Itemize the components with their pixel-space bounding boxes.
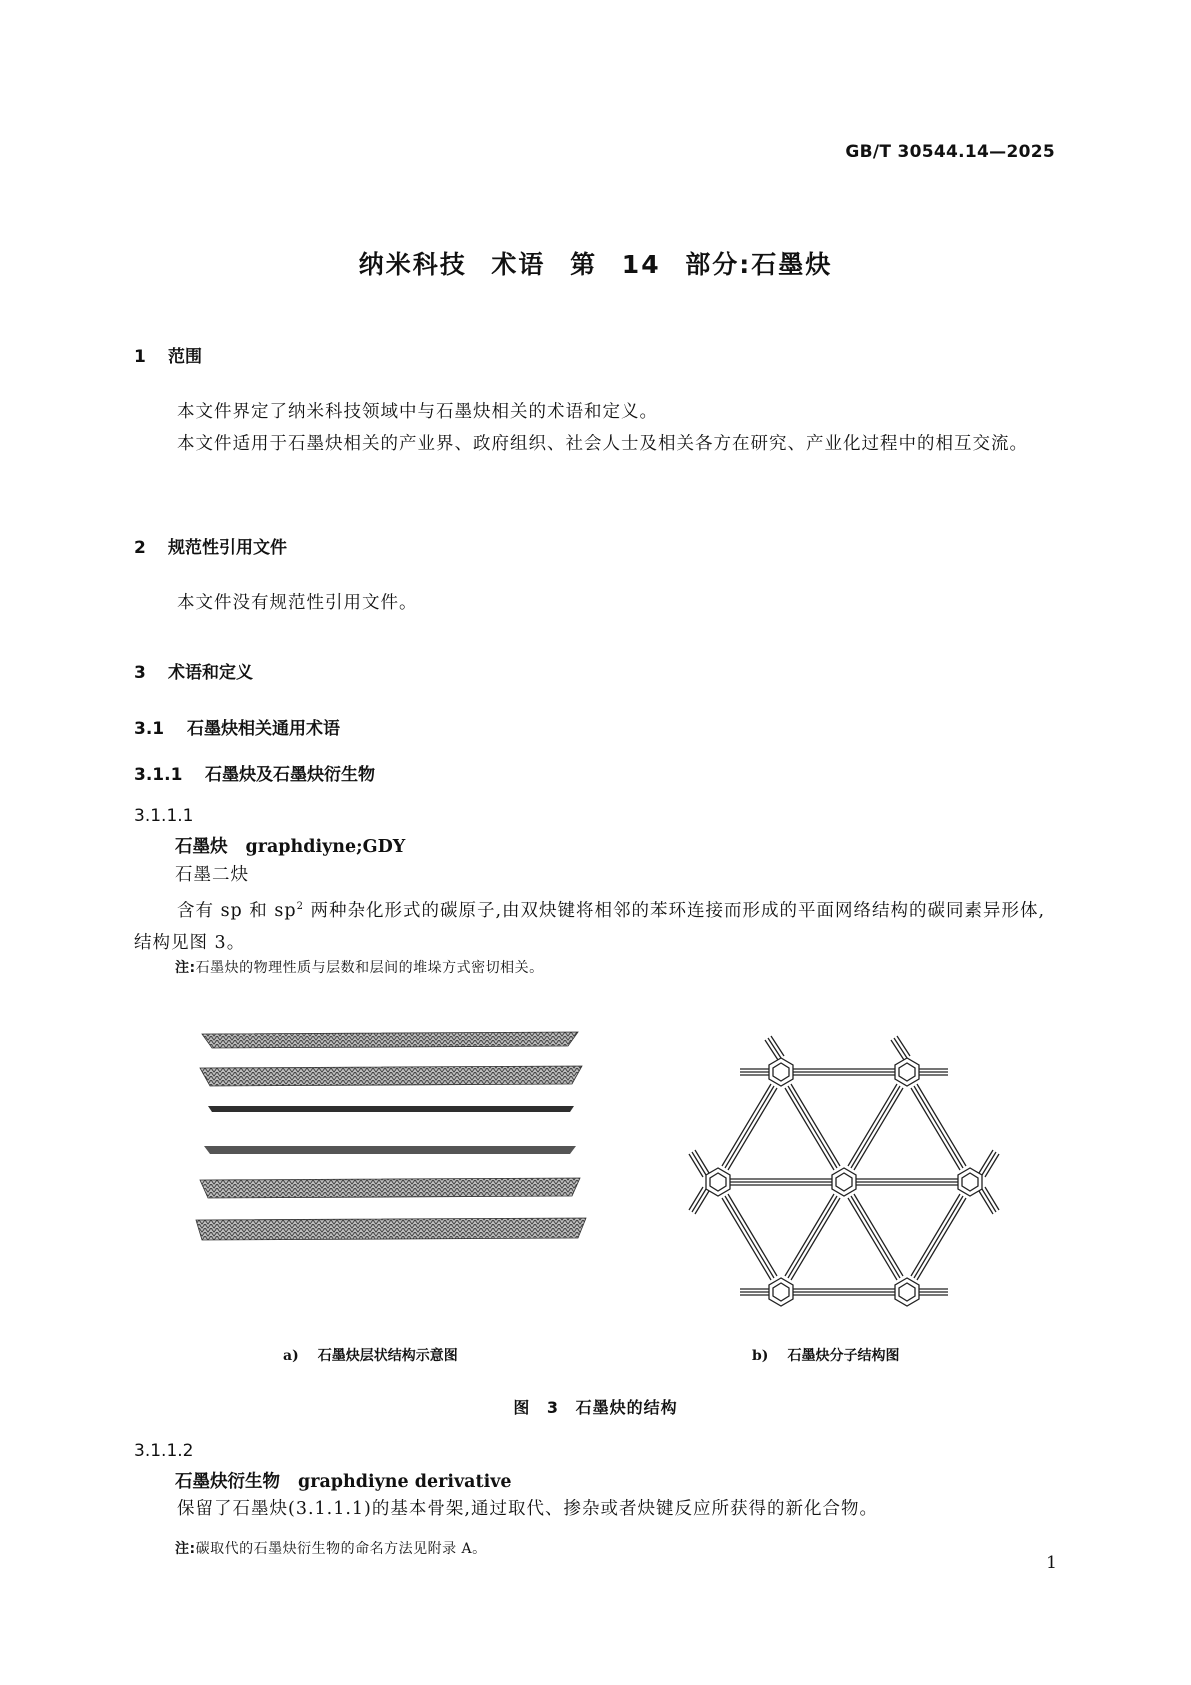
note-text: 石墨炔的物理性质与层数和层间的堆垛方式密切相关。 [195,960,544,976]
section-title: 石墨炔及石墨炔衍生物 [205,765,375,785]
subfigure-label: a) [283,1348,299,1364]
section-title: 范围 [168,347,202,367]
terminal-alkyne [979,1150,999,1177]
diyne-link [793,1289,895,1295]
benzene-ring [769,1278,793,1306]
entry-number: 3.1.1.1 [134,806,194,826]
subsection-3-1-heading [134,714,340,739]
subfigure-caption: 石墨炔层状结构示意图 [317,1348,458,1364]
layer-3 [208,1106,574,1112]
section-number: 1 [134,347,146,367]
benzene-ring [832,1168,856,1196]
diyne-link [848,1194,903,1280]
definition-superscript: 2 [296,901,304,912]
section-title: 规范性引用文件 [168,538,287,558]
benzene-ring [895,1058,919,1086]
term-note [175,957,544,977]
layer-5 [200,1178,580,1198]
terminal-alkyne [919,1289,948,1295]
diyne-link [722,1194,777,1280]
diyne-link [848,1084,903,1170]
diyne-link [722,1084,777,1170]
figure-3a-caption [283,1345,458,1365]
graphdiyne-layers-image [190,1020,600,1260]
term-note [175,1538,487,1558]
graphdiyne-molecule-diagram [640,1000,1030,1310]
diyne-link [785,1084,840,1170]
section-1-paragraph-2: 本文件适用于石墨炔相关的产业界、政府组织、社会人士及相关各方在研究、产业化过程中的相互交流。 [177,434,1028,454]
term-line [175,1468,512,1493]
benzene-ring [769,1058,793,1086]
subfigure-caption: 石墨炔分子结构图 [787,1348,900,1364]
section-3-heading [134,658,253,683]
term-line [175,833,405,858]
layer-2 [200,1066,582,1086]
section-number: 3.1 [134,719,165,739]
layer-4 [204,1146,576,1154]
definition-text: 含有 sp 和 sp [177,900,297,921]
diyne-link [911,1084,966,1170]
page-number: 1 [1046,1553,1057,1573]
terminal-alkyne [765,1036,784,1060]
term-chinese: 石墨炔 [175,837,228,857]
section-2-heading [134,533,287,558]
section-title: 术语和定义 [168,663,253,683]
subfigure-label: b) [752,1348,769,1364]
diyne-link [793,1069,895,1075]
term-chinese: 石墨炔衍生物 [175,1472,280,1492]
terminal-alkyne [891,1036,910,1060]
section-1-paragraph-1: 本文件界定了纳米科技领域中与石墨炔相关的术语和定义。 [177,402,658,422]
diyne-link [911,1194,966,1280]
layer-1 [202,1032,578,1048]
note-label: 注: [175,1541,196,1557]
term-definition: 保留了石墨炔(3.1.1.1)的基本骨架,通过取代、掺杂或者炔键反应所获得的新化合物。 [177,1499,878,1519]
terminal-alkyne [740,1289,769,1295]
section-title: 石墨炔相关通用术语 [187,719,340,739]
note-text: 碳取代的石墨炔衍生物的命名方法见附录 A。 [195,1541,487,1557]
term-synonym: 石墨二炔 [175,865,249,885]
note-label: 注: [175,960,196,976]
benzene-ring [895,1278,919,1306]
section-number: 3.1.1 [134,765,183,785]
layer-6 [196,1218,586,1240]
terminal-alkyne [919,1069,948,1075]
diyne-link [856,1179,958,1185]
diyne-link [785,1194,840,1280]
benzene-ring [958,1168,982,1196]
definition-text: 两种杂化形式的碳原子,由双炔键将相邻的苯环连接而形成的平面网络结构的碳同素异形体,结构见图 3。 [134,900,1046,953]
terminal-alkyne [979,1187,999,1214]
term-english: graphdiyne derivative [298,1472,512,1492]
document-title: 纳米科技 术语 第 14 部分:石墨炔 [358,250,833,279]
section-number: 3 [134,663,146,683]
term-english: graphdiyne;GDY [245,837,406,857]
terminal-alkyne [689,1187,709,1214]
standard-code: GB/T 30544.14—2025 [845,142,1055,162]
section-2-paragraph-1: 本文件没有规范性引用文件。 [177,593,418,613]
section-1-heading [134,342,202,367]
terminal-alkyne [689,1150,709,1177]
terminal-alkyne [740,1069,769,1075]
benzene-ring [706,1168,730,1196]
term-definition [134,891,1060,959]
diyne-link [730,1179,832,1185]
entry-number: 3.1.1.2 [134,1441,194,1461]
figure-3b-caption [752,1345,900,1365]
section-number: 2 [134,538,146,558]
figure-3-caption: 图 3 石墨炔的结构 [513,1398,678,1417]
subsection-3-1-1-heading [134,760,375,785]
